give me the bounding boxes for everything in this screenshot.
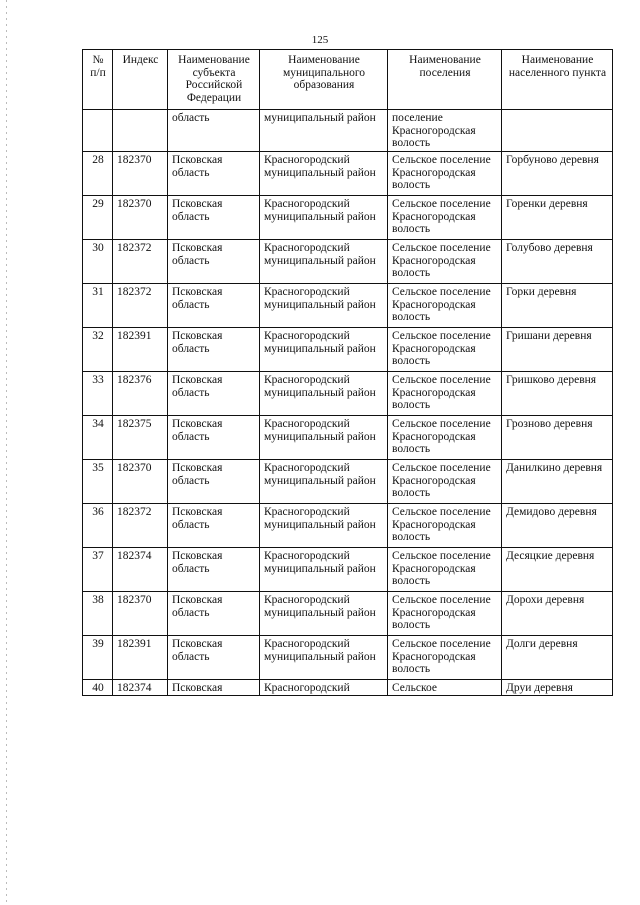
table-row (83, 284, 613, 328)
cell-settlement: Сельское поселение Красногородская волость (388, 284, 502, 328)
header-index: Индекс (113, 50, 168, 110)
cell-subject: область (168, 110, 260, 152)
cell-settlement: Сельское поселение Красногородская волость (388, 416, 502, 460)
cell-subject: Псковская область (168, 504, 260, 548)
cell-settlement: поселение Красногородская волость (388, 110, 502, 152)
cell-num: 37 (83, 548, 113, 592)
header-subject: Наименование субъекта Российской Федерации (168, 50, 260, 110)
cell-subject: Псковская область (168, 152, 260, 196)
cell-locality: Данилкино деревня (502, 460, 613, 504)
cell-index: 182372 (113, 284, 168, 328)
cell-num: 30 (83, 240, 113, 284)
table-row (83, 592, 613, 636)
cell-locality: Горенки деревня (502, 196, 613, 240)
cell-subject: Псковская область (168, 328, 260, 372)
cell-municipal: Красногородский муниципальный район (260, 636, 388, 680)
cell-locality: Грозново деревня (502, 416, 613, 460)
cell-index: 182374 (113, 548, 168, 592)
cell-locality: Демидово деревня (502, 504, 613, 548)
cell-subject: Псковская область (168, 416, 260, 460)
cell-locality: Гришково деревня (502, 372, 613, 416)
cell-settlement: Сельское поселение Красногородская волость (388, 504, 502, 548)
cell-subject: Псковская область (168, 548, 260, 592)
cell-municipal: Красногородский муниципальный район (260, 152, 388, 196)
cell-settlement: Сельское (388, 680, 502, 696)
header-num: № п/п (83, 50, 113, 110)
cell-subject: Псковская область (168, 592, 260, 636)
cell-locality: Дорохи деревня (502, 592, 613, 636)
table-row-continuation (83, 110, 613, 152)
cell-municipal: Красногородский муниципальный район (260, 372, 388, 416)
cell-index: 182376 (113, 372, 168, 416)
cell-num: 39 (83, 636, 113, 680)
cell-index (113, 110, 168, 152)
cell-municipal: Красногородский муниципальный район (260, 548, 388, 592)
cell-municipal: Красногородский муниципальный район (260, 284, 388, 328)
cell-subject: Псковская (168, 680, 260, 696)
cell-municipal: Красногородский муниципальный район (260, 328, 388, 372)
cell-num: 34 (83, 416, 113, 460)
table-row (83, 152, 613, 196)
cell-num: 28 (83, 152, 113, 196)
table-row (83, 548, 613, 592)
cell-index: 182372 (113, 240, 168, 284)
cell-index: 182370 (113, 152, 168, 196)
settlements-table (82, 49, 613, 696)
cell-num (83, 110, 113, 152)
table-row (83, 504, 613, 548)
cell-municipal: Красногородский муниципальный район (260, 504, 388, 548)
header-locality: Наименование населенного пункта (502, 50, 613, 110)
cell-settlement: Сельское поселение Красногородская волость (388, 196, 502, 240)
table-header-row (83, 50, 613, 110)
cell-settlement: Сельское поселение Красногородская волость (388, 592, 502, 636)
cell-settlement: Сельское поселение Красногородская волость (388, 372, 502, 416)
cell-subject: Псковская область (168, 636, 260, 680)
cell-subject: Псковская область (168, 196, 260, 240)
cell-locality (502, 110, 613, 152)
header-municipal: Наименование муниципального образования (260, 50, 388, 110)
cell-municipal: муниципальный район (260, 110, 388, 152)
cell-num: 29 (83, 196, 113, 240)
table-row (83, 372, 613, 416)
scan-edge (6, 0, 7, 905)
cell-settlement: Сельское поселение Красногородская волость (388, 240, 502, 284)
cell-municipal: Красногородский муниципальный район (260, 460, 388, 504)
table-row (83, 416, 613, 460)
cell-subject: Псковская область (168, 460, 260, 504)
cell-index: 182370 (113, 592, 168, 636)
cell-municipal: Красногородский (260, 680, 388, 696)
cell-num: 35 (83, 460, 113, 504)
cell-locality: Десяцкие деревня (502, 548, 613, 592)
cell-index: 182391 (113, 636, 168, 680)
cell-settlement: Сельское поселение Красногородская волость (388, 636, 502, 680)
cell-index: 182391 (113, 328, 168, 372)
cell-municipal: Красногородский муниципальный район (260, 240, 388, 284)
header-settlement: Наименование поселения (388, 50, 502, 110)
cell-num: 31 (83, 284, 113, 328)
cell-locality: Горбуново деревня (502, 152, 613, 196)
page-number: 125 (311, 34, 329, 46)
table-row (83, 240, 613, 284)
cell-index: 182370 (113, 196, 168, 240)
table-row (83, 328, 613, 372)
cell-num: 40 (83, 680, 113, 696)
cell-index: 182375 (113, 416, 168, 460)
cell-locality: Гришани деревня (502, 328, 613, 372)
table-row-partial (83, 680, 613, 696)
cell-municipal: Красногородский муниципальный район (260, 592, 388, 636)
cell-settlement: Сельское поселение Красногородская волость (388, 460, 502, 504)
cell-index: 182374 (113, 680, 168, 696)
cell-municipal: Красногородский муниципальный район (260, 416, 388, 460)
cell-num: 32 (83, 328, 113, 372)
cell-subject: Псковская область (168, 240, 260, 284)
cell-municipal: Красногородский муниципальный район (260, 196, 388, 240)
cell-num: 38 (83, 592, 113, 636)
cell-index: 182370 (113, 460, 168, 504)
table-row (83, 636, 613, 680)
cell-settlement: Сельское поселение Красногородская волость (388, 328, 502, 372)
table-row (83, 196, 613, 240)
cell-num: 36 (83, 504, 113, 548)
cell-locality: Голубово деревня (502, 240, 613, 284)
cell-settlement: Сельское поселение Красногородская волость (388, 548, 502, 592)
cell-index: 182372 (113, 504, 168, 548)
cell-subject: Псковская область (168, 372, 260, 416)
cell-locality: Долги деревня (502, 636, 613, 680)
cell-num: 33 (83, 372, 113, 416)
table-row (83, 460, 613, 504)
cell-subject: Псковская область (168, 284, 260, 328)
cell-settlement: Сельское поселение Красногородская волость (388, 152, 502, 196)
cell-locality: Горки деревня (502, 284, 613, 328)
cell-locality: Друи деревня (502, 680, 613, 696)
